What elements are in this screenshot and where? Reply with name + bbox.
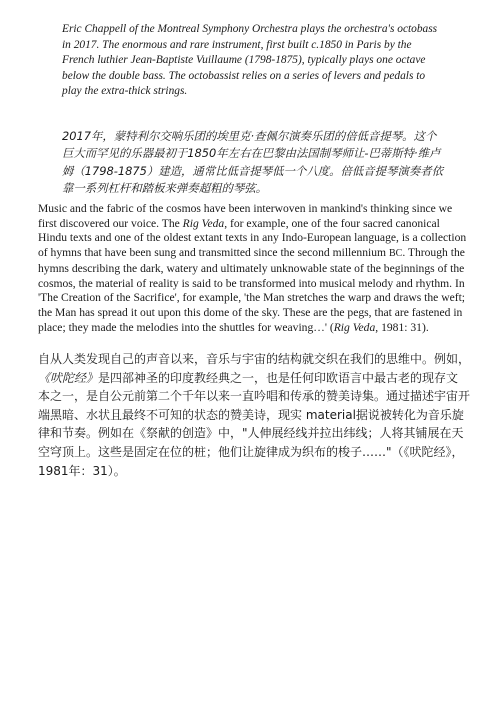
citation-title: Rig Veda xyxy=(333,320,376,334)
body-text: Music and the fabric of the cosmos have been interwoven in mankind's thinking since we first discovered our voice. The xyxy=(38,202,453,230)
body-text: 自从人类发现自己的声音以来，音乐与宇宙的结构就交织在我们的思维中。例如， xyxy=(38,352,471,366)
body-paragraph-english xyxy=(38,202,468,335)
body-text: 是四部神圣的印度教经典之一，也是任何印欧语言中最古老的现存文本之一，是自公元前第二个千年以来一直吟唱和传承的赞美诗集。通过描述宇宙开端黑暗、水状且最终不可知的状态的赞美诗，现实 material据说被转化为音乐旋律和节奏。例如在《祭献的创造》中，"人伸展经线并拉出纬线；人将其铺展在天空穹顶上。这些是固定在位的桩；他们让旋律成为织布的梭子……"（《吠陀经》，1981年：31）。 xyxy=(38,370,471,478)
era-abbreviation: BC xyxy=(388,248,403,260)
title-rig-veda-zh: 《吠陀经》 xyxy=(38,370,99,385)
body-text: , for example, one of the four sacred canonical Hindu texts and one of the oldest extant texts in any Indo-European language, is a collection of hymns that have been sung and transmitted since the second millennium xyxy=(38,216,467,260)
citation-text: , 1981: 31). xyxy=(375,320,429,334)
photo-caption-chinese: 2017年，蒙特利尔交响乐团的埃里克·查佩尔演奏乐团的倍低音提琴。这个巨大而罕见的乐器最初于1850年左右在巴黎由法国制琴师让-巴蒂斯特·维卢姆（1798-1875）建造，通常比低音提琴低一个八度。倍低音提琴演奏者依靠一系列杠杆和踏板来弹奏超粗的琴弦。 xyxy=(62,129,444,196)
body-paragraph-chinese xyxy=(38,350,470,480)
photo-caption-english: Eric Chappell of the Montreal Symphony Orchestra plays the orchestra's octobass in 2017. The enormous and rare instrument, first built c.1850 in Paris by the French luthier Jean-Baptiste Vuillaume (1798-1875), typically plays one octave below the double bass. The octobassist relies on a series of levers and pedals to play the extra-thick strings. xyxy=(62,23,438,98)
title-rig-veda: Rig Veda xyxy=(182,216,225,230)
body-text: . Through the hymns describing the dark, watery and ultimately unknowable state of the beginnings of the cosmos, the material of reality is said to be transformed into musical melody and rhythm. In 'The Creation of the Sacrifice', for example, 'the Man stretches the warp and draws the weft; the Man has spread it out upon this dome of the sky. These are the pegs, that are fastened in place; they made the melodies into the shuttles for weaving…' ( xyxy=(38,246,466,334)
